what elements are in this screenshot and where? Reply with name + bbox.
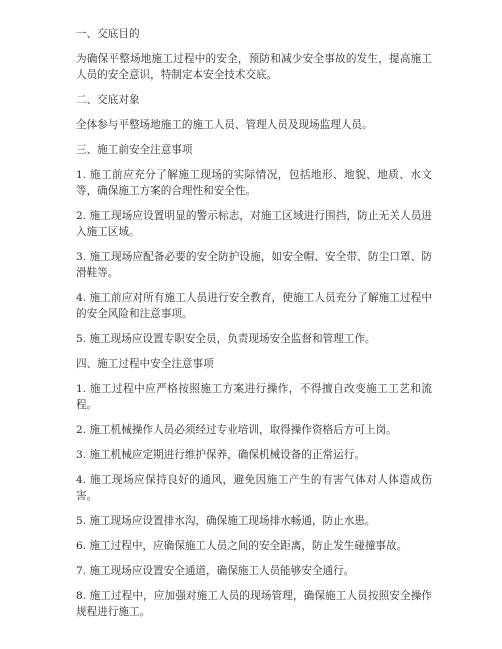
list-item: 1. 施工过程中应严格按照施工方案进行操作，不得擅自改变施工工艺和流程。 [76, 383, 432, 411]
list-item: 3. 施工机械应定期进行维护保养，确保机械设备的正常运行。 [76, 449, 365, 461]
document-body [76, 26, 432, 629]
list-item: 6. 施工过程中，应确保施工人员之间的安全距离，防止发生碰撞事故。 [76, 540, 408, 552]
section-heading: 一、交底目的 [76, 28, 140, 40]
section-during-construction [76, 356, 432, 620]
section-heading: 四、施工过程中安全注意事项 [76, 358, 214, 370]
list-item: 3. 施工现场应配备必要的安全防护设施，如安全帽、安全带、防尘口罩、防滑鞋等。 [76, 251, 432, 279]
list-item: 4. 施工现场应保持良好的通风，避免因施工产生的有害气体对人体造成伤害。 [76, 474, 432, 502]
list-item: 4. 施工前应对所有施工人员进行安全教育，使施工人员充分了解施工过程中的安全风险和注意事项。 [76, 292, 432, 320]
section-purpose [76, 26, 432, 83]
paragraph: 全体参与平整场地施工的施工人员、管理人员及现场监理人员。 [76, 119, 373, 131]
section-heading: 二、交底对象 [76, 94, 140, 106]
list-item: 2. 施工现场应设置明显的警示标志，对施工区域进行围挡，防止无关人员进入施工区域。 [76, 210, 432, 238]
list-item: 7. 施工现场应设置安全通道，确保施工人员能够安全通行。 [76, 565, 355, 577]
paragraph: 为确保平整场地施工过程中的安全，预防和减少安全事故的发生，提高施工人员的安全意识，特制定本安全技术交底。 [76, 53, 432, 81]
list-item: 8. 施工过程中，应加强对施工人员的现场管理，确保施工人员按照安全操作规程进行施工。 [76, 590, 432, 618]
list-item: 5. 施工现场应设置排水沟，确保施工现场排水畅通，防止水患。 [76, 515, 376, 527]
list-item: 1. 施工前应充分了解施工现场的实际情况，包括地形、地貌、地质、水文等，确保施工方案的合理性和安全性。 [76, 169, 432, 197]
section-audience [76, 92, 432, 133]
section-heading: 三、施工前安全注意事项 [76, 144, 193, 156]
list-item: 5. 施工现场应设置专职安全员，负责现场安全监督和管理工作。 [76, 333, 376, 345]
section-pre-construction [76, 142, 432, 347]
list-item: 2. 施工机械操作人员必须经过专业培训，取得操作资格后方可上岗。 [76, 424, 397, 436]
